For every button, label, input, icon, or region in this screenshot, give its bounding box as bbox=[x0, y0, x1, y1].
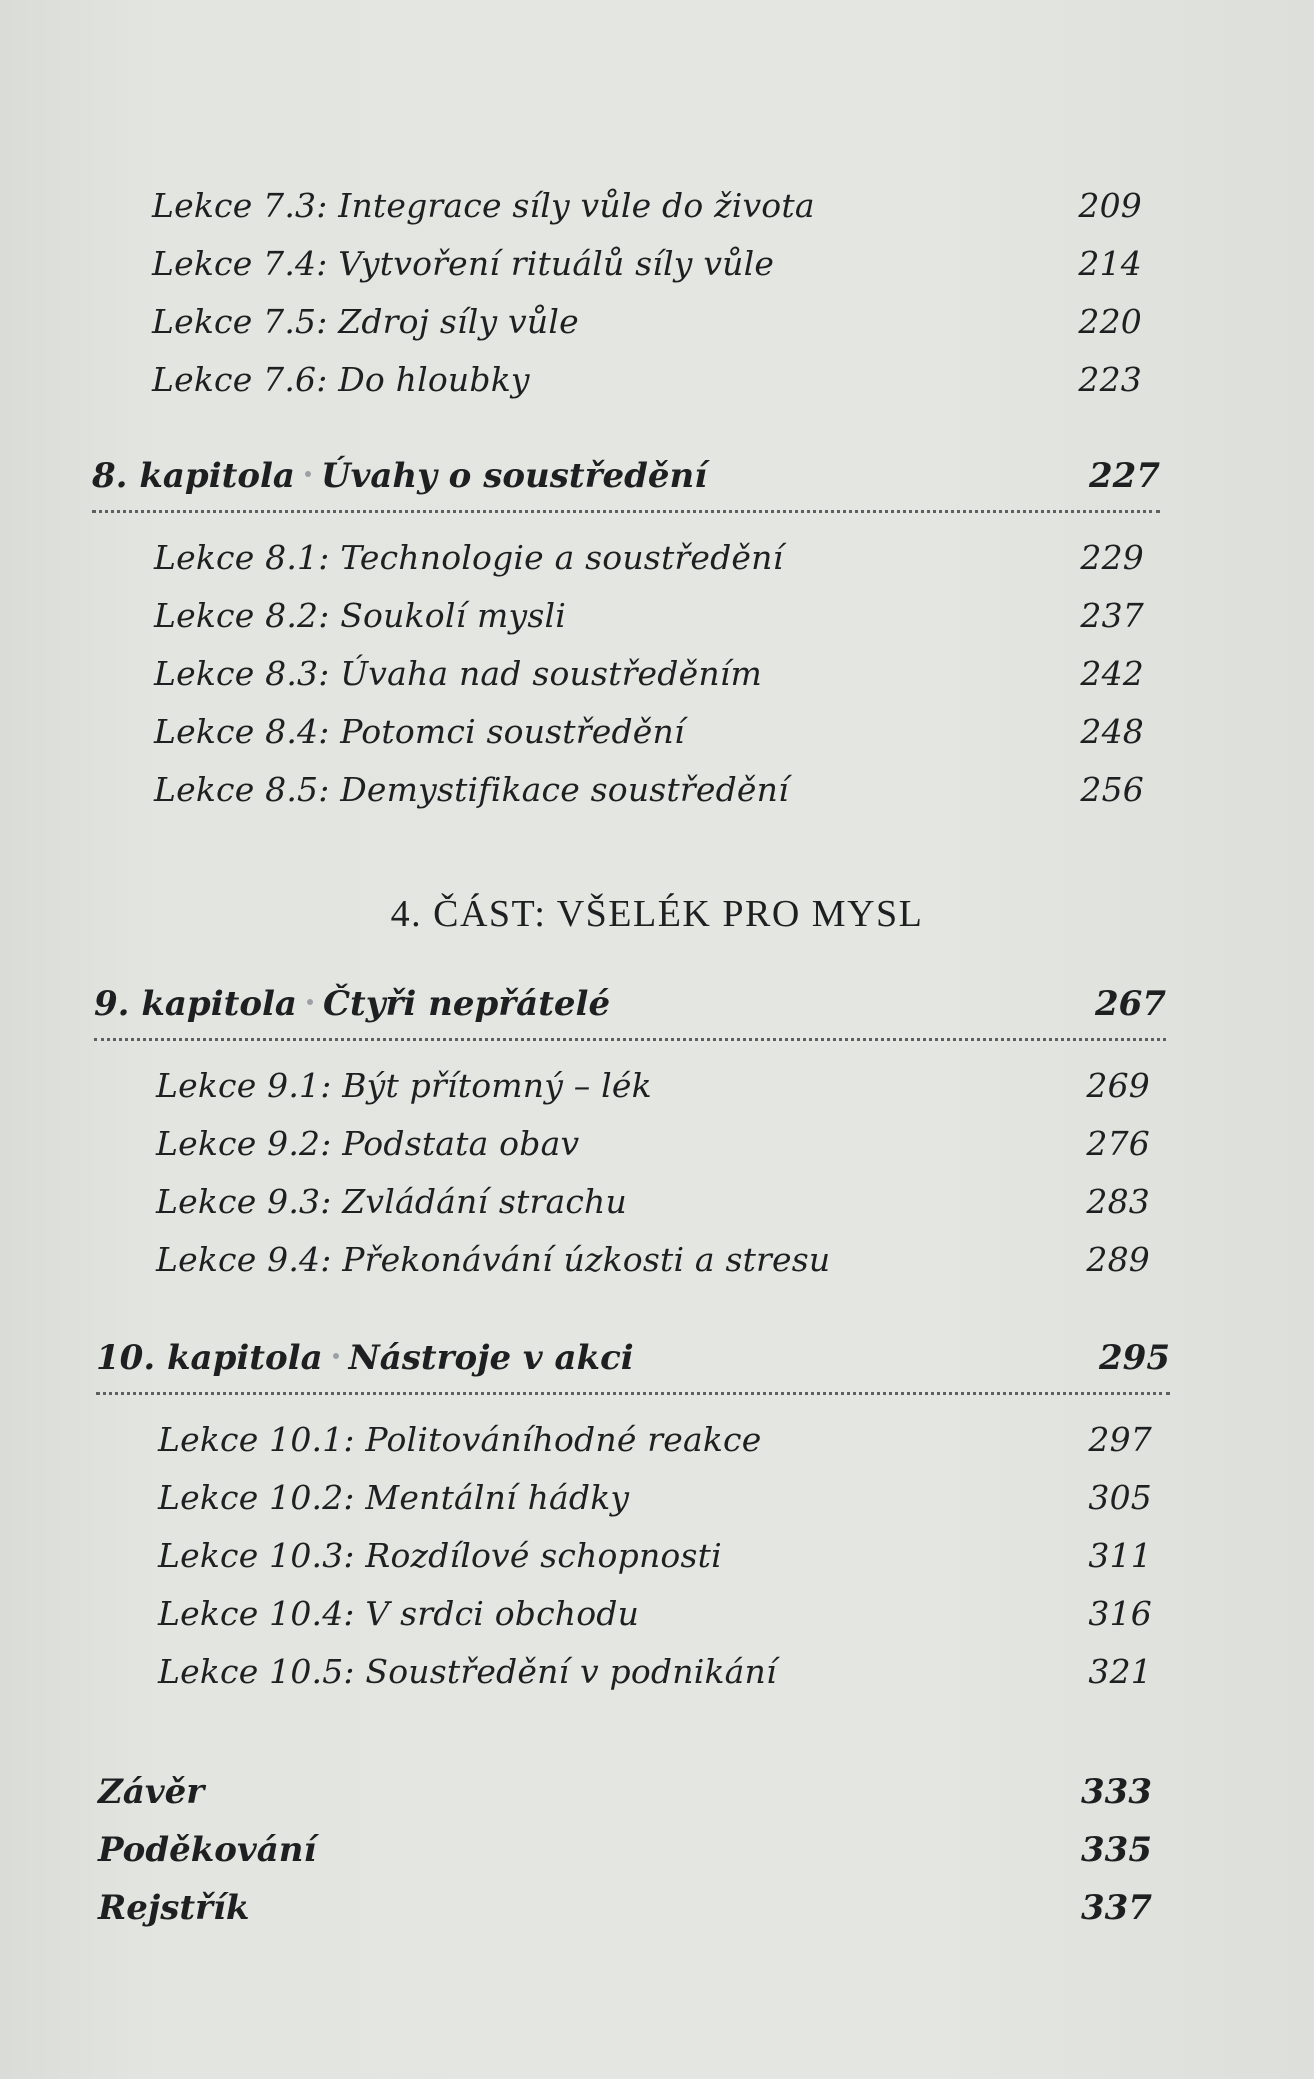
page-number: 248 bbox=[1080, 712, 1144, 751]
toc-chapter-9 bbox=[94, 984, 1166, 1041]
page-number: 242 bbox=[1080, 654, 1144, 693]
toc-lesson-8-4 bbox=[154, 712, 1144, 751]
toc-lesson-8-1 bbox=[154, 538, 1144, 577]
bullet-icon bbox=[305, 471, 311, 477]
chapter-title: Čtyři nepřátelé bbox=[322, 984, 611, 1024]
page-number: 209 bbox=[1078, 186, 1142, 225]
toc-index bbox=[98, 1888, 1152, 1928]
lesson-title: Lekce 10.1: Politováníhodné reakce bbox=[158, 1420, 762, 1459]
page-number: 305 bbox=[1088, 1478, 1152, 1517]
toc-lesson-7-3 bbox=[152, 186, 1142, 225]
backmatter-title: Poděkování bbox=[98, 1830, 317, 1870]
chapter-heading bbox=[96, 1338, 634, 1378]
toc-conclusion bbox=[98, 1772, 1152, 1812]
page-number: 289 bbox=[1086, 1240, 1150, 1279]
lesson-title: Lekce 8.5: Demystifikace soustředění bbox=[154, 770, 789, 809]
chapter-heading bbox=[92, 456, 707, 496]
page-number: 214 bbox=[1078, 244, 1142, 283]
page-number: 337 bbox=[1081, 1888, 1152, 1928]
page-number: 237 bbox=[1080, 596, 1144, 635]
page-number: 311 bbox=[1088, 1536, 1152, 1575]
toc-lesson-7-6 bbox=[152, 360, 1142, 399]
lesson-title: Lekce 7.3: Integrace síly vůle do života bbox=[152, 186, 815, 225]
page-number: 269 bbox=[1086, 1066, 1150, 1105]
page-number: 227 bbox=[1089, 456, 1160, 496]
page-number: 283 bbox=[1086, 1182, 1150, 1221]
toc-chapter-8 bbox=[92, 456, 1160, 513]
lesson-title: Lekce 9.4: Překonávání úzkosti a stresu bbox=[156, 1240, 831, 1279]
page-number: 295 bbox=[1099, 1338, 1170, 1378]
lesson-title: Lekce 10.3: Rozdílové schopnosti bbox=[158, 1536, 722, 1575]
chapter-number: 9. kapitola bbox=[94, 984, 297, 1024]
page-number: 335 bbox=[1081, 1830, 1152, 1870]
lesson-title: Lekce 9.2: Podstata obav bbox=[156, 1124, 580, 1163]
lesson-title: Lekce 7.4: Vytvoření rituálů síly vůle bbox=[152, 244, 775, 283]
lesson-title: Lekce 8.4: Potomci soustředění bbox=[154, 712, 685, 751]
backmatter-title: Rejstřík bbox=[98, 1888, 250, 1928]
toc-lesson-9-3 bbox=[156, 1182, 1150, 1221]
toc-lesson-9-2 bbox=[156, 1124, 1150, 1163]
lesson-title: Lekce 8.3: Úvaha nad soustředěním bbox=[154, 654, 763, 693]
page-number: 220 bbox=[1078, 302, 1142, 341]
page-number: 256 bbox=[1080, 770, 1144, 809]
toc-lesson-10-4 bbox=[158, 1594, 1152, 1633]
bullet-icon bbox=[333, 1353, 339, 1359]
toc-lesson-9-4 bbox=[156, 1240, 1150, 1279]
lesson-title: Lekce 10.5: Soustředění v podnikání bbox=[158, 1652, 777, 1691]
chapter-heading bbox=[94, 984, 610, 1024]
toc-chapter-10 bbox=[96, 1338, 1170, 1395]
page-number: 333 bbox=[1081, 1772, 1152, 1812]
bullet-icon bbox=[307, 999, 313, 1005]
lesson-title: Lekce 8.1: Technologie a soustředění bbox=[154, 538, 784, 577]
lesson-title: Lekce 7.5: Zdroj síly vůle bbox=[152, 302, 579, 341]
page-number: 223 bbox=[1078, 360, 1142, 399]
lesson-title: Lekce 7.6: Do hloubky bbox=[152, 360, 530, 399]
page-number: 297 bbox=[1088, 1420, 1152, 1459]
page-number: 316 bbox=[1088, 1594, 1152, 1633]
chapter-title: Nástroje v akci bbox=[348, 1338, 634, 1378]
toc-lesson-8-2 bbox=[154, 596, 1144, 635]
toc-lesson-10-5 bbox=[158, 1652, 1152, 1691]
lesson-title: Lekce 8.2: Soukolí mysli bbox=[154, 596, 566, 635]
toc-lesson-10-3 bbox=[158, 1536, 1152, 1575]
lesson-title: Lekce 10.4: V srdci obchodu bbox=[158, 1594, 640, 1633]
toc-lesson-10-2 bbox=[158, 1478, 1152, 1517]
page-number: 321 bbox=[1088, 1652, 1152, 1691]
chapter-title: Úvahy o soustředění bbox=[320, 456, 708, 496]
lesson-title: Lekce 9.1: Být přítomný – lék bbox=[156, 1066, 652, 1105]
page-number: 267 bbox=[1095, 984, 1166, 1024]
lesson-title: Lekce 10.2: Mentální hádky bbox=[158, 1478, 630, 1517]
toc-lesson-8-5 bbox=[154, 770, 1144, 809]
toc-lesson-10-1 bbox=[158, 1420, 1152, 1459]
chapter-number: 10. kapitola bbox=[96, 1338, 323, 1378]
toc-lesson-7-5 bbox=[152, 302, 1142, 341]
chapter-number: 8. kapitola bbox=[92, 456, 295, 496]
toc-lesson-8-3 bbox=[154, 654, 1144, 693]
lesson-title: Lekce 9.3: Zvládání strachu bbox=[156, 1182, 627, 1221]
backmatter-title: Závěr bbox=[98, 1772, 205, 1812]
page-number: 276 bbox=[1086, 1124, 1150, 1163]
page-number: 229 bbox=[1080, 538, 1144, 577]
toc-lesson-9-1 bbox=[156, 1066, 1150, 1105]
part-heading: 4. ČÁST: VŠELÉK PRO MYSL bbox=[390, 893, 924, 935]
toc-acknowledgements bbox=[98, 1830, 1152, 1870]
toc-lesson-7-4 bbox=[152, 244, 1142, 283]
